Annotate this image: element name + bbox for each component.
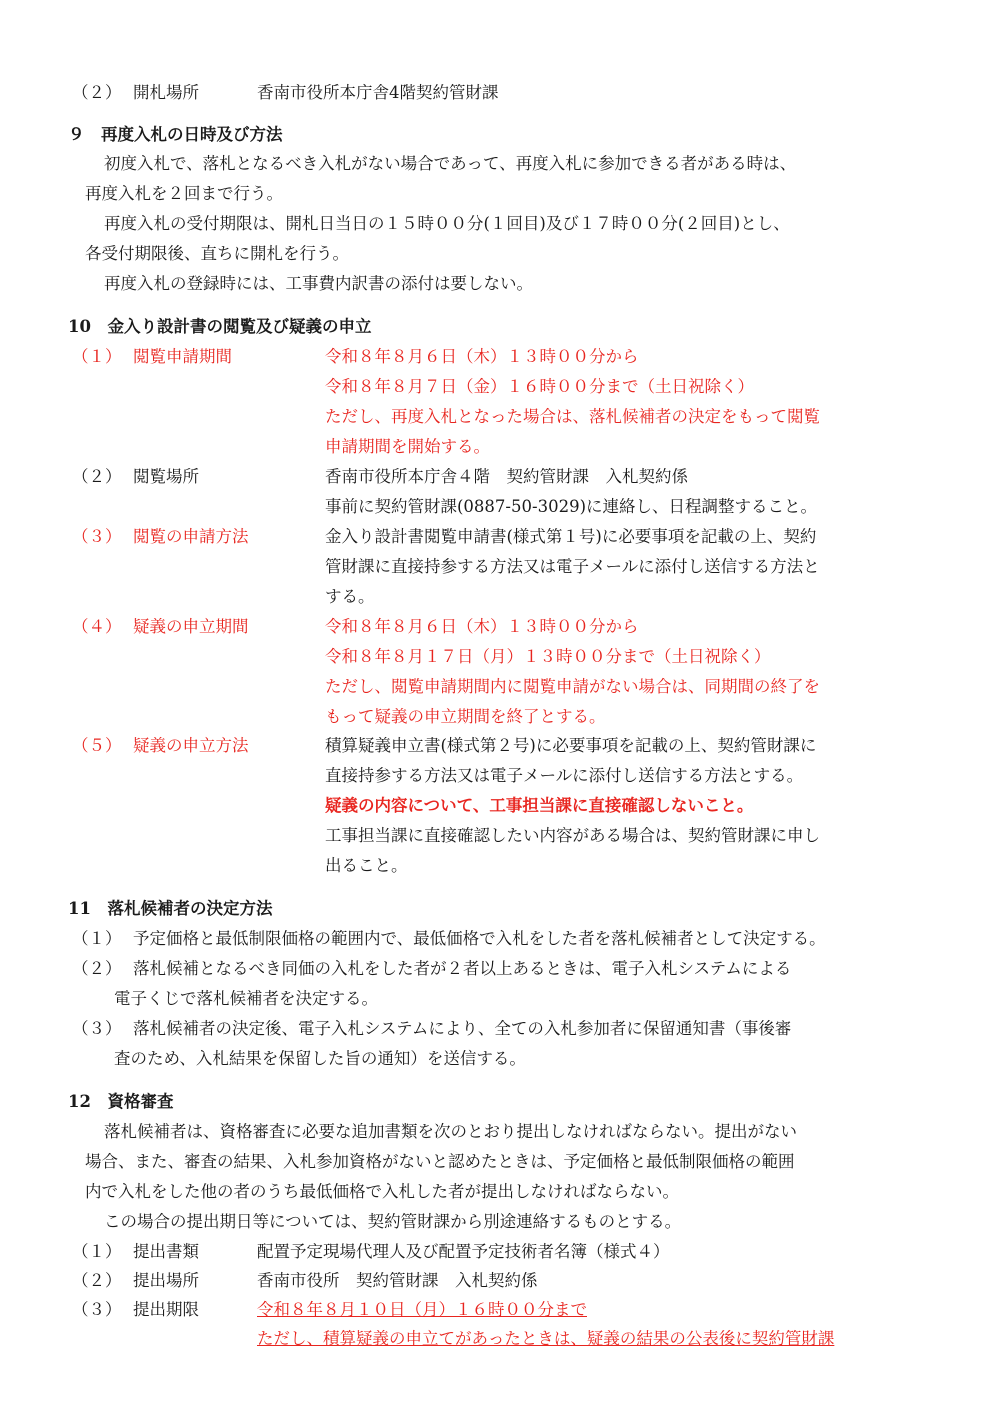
section-10-heading: 10 金入り設計書の閲覧及び疑義の申立	[68, 317, 372, 336]
s10-item2-line1: 香南市役所本庁舎４階 契約管財課 入札契約係	[325, 467, 688, 486]
s12-para1-line2: 場合、また、審査の結果、入札参加資格がないと認めたときは、予定価格と最低制限価格の範囲	[85, 1152, 795, 1171]
s9-para2-line1: 再度入札の受付期限は、開札日当日の１５時００分(１回目)及び１７時００分(２回目)とし、	[104, 214, 790, 233]
s8-item2-number: （２）	[72, 83, 122, 102]
s10-item3-line2: 管財課に直接持参する方法又は電子メールに添付し送信する方法と	[325, 557, 820, 576]
s12-item3-note: ただし、積算疑義の申立てがあったときは、疑義の結果の公表後に契約管財課	[257, 1329, 835, 1348]
s9-para1-line1: 初度入札で、落札となるべき入札がない場合であって、再度入札に参加できる者がある時は、	[104, 154, 797, 173]
s10-item1-line2: 令和８年８月７日（金）１６時００分まで（土日祝除く）	[325, 377, 754, 396]
s10-item1-line3: ただし、再度入札となった場合は、落札候補者の決定をもって閲覧	[325, 407, 820, 426]
s10-item3-label: 閲覧の申請方法	[133, 527, 249, 546]
s10-item3-number: （３）	[72, 527, 122, 546]
s8-item2-label: 開札場所	[133, 83, 199, 102]
s12-item2-number: （２）	[72, 1271, 122, 1290]
s10-item5-line4: 工事担当課に直接確認したい内容がある場合は、契約管財課に申し	[325, 826, 820, 845]
s11-item1-line1: 予定価格と最低制限価格の範囲内で、最低価格で入札をした者を落札候補者として決定する。	[133, 929, 826, 948]
s10-item5-line1: 積算疑義申立書(様式第２号)に必要事項を記載の上、契約管財課に	[325, 736, 817, 755]
s10-item5-number: （５）	[72, 736, 122, 755]
s12-item3-number: （３）	[72, 1300, 122, 1319]
s11-item2-line2: 電子くじで落札候補者を決定する。	[114, 989, 378, 1008]
s12-para2: この場合の提出期日等については、契約管財課から別途連絡するものとする。	[104, 1212, 682, 1231]
s10-item2-number: （２）	[72, 467, 122, 486]
s10-item5-warning: 疑義の内容について、工事担当課に直接確認しないこと。	[325, 796, 754, 815]
s10-item1-number: （１）	[72, 347, 122, 366]
s10-item5-line2: 直接持参する方法又は電子メールに添付し送信する方法とする。	[325, 766, 804, 785]
s8-item2-value: 香南市役所本庁舎4階契約管財課	[257, 83, 499, 102]
s9-para2-line2: 各受付期限後、直ちに開札を行う。	[85, 244, 349, 263]
s12-item3-label: 提出期限	[133, 1300, 199, 1319]
s9-para3: 再度入札の登録時には、工事費内訳書の添付は要しない。	[104, 274, 533, 293]
s10-item2-line2: 事前に契約管財課(0887-50-3029)に連絡し、日程調整すること。	[325, 497, 818, 516]
s10-item1-line1: 令和８年８月６日（木）１３時００分から	[325, 347, 639, 366]
s9-para1-line2: 再度入札を２回まで行う。	[85, 184, 283, 203]
s10-item4-line3: ただし、閲覧申請期間内に閲覧申請がない場合は、同期間の終了を	[325, 677, 820, 696]
s12-item2-label: 提出場所	[133, 1271, 199, 1290]
s12-item2-value: 香南市役所 契約管財課 入札契約係	[257, 1271, 538, 1290]
s11-item1-number: （１）	[72, 929, 122, 948]
s11-item2-number: （２）	[72, 959, 122, 978]
s12-item1-number: （１）	[72, 1242, 122, 1261]
s10-item4-label: 疑義の申立期間	[133, 617, 249, 636]
s10-item1-label: 閲覧申請期間	[133, 347, 232, 366]
s10-item1-line4: 申請期間を開始する。	[325, 437, 490, 456]
s12-para1-line1: 落札候補者は、資格審査に必要な追加書類を次のとおり提出しなければならない。提出がない	[104, 1122, 797, 1141]
s10-item4-line1: 令和８年８月６日（木）１３時００分から	[325, 617, 639, 636]
s10-item5-label: 疑義の申立方法	[133, 736, 249, 755]
section-11-heading: 11 落札候補者の決定方法	[68, 899, 273, 918]
s10-item2-label: 閲覧場所	[133, 467, 199, 486]
s11-item2-line1: 落札候補となるべき同価の入札をした者が２者以上あるときは、電子入札システムによる	[133, 959, 792, 978]
s12-item1-value: 配置予定現場代理人及び配置予定技術者名簿（様式４）	[257, 1242, 670, 1261]
s10-item4-line2: 令和８年８月１７日（月）１３時００分まで（土日祝除く）	[325, 647, 771, 666]
section-12-heading: 12 資格審査	[68, 1092, 174, 1111]
s10-item4-line4: もって疑義の申立期間を終了とする。	[325, 707, 606, 726]
s10-item4-number: （４）	[72, 617, 122, 636]
s10-item5-line5: 出ること。	[325, 856, 408, 875]
s11-item3-line2: 査のため、入札結果を保留した旨の通知）を送信する。	[114, 1049, 526, 1068]
s10-item3-line1: 金入り設計書閲覧申請書(様式第１号)に必要事項を記載の上、契約	[325, 527, 817, 546]
s11-item3-line1: 落札候補者の決定後、電子入札システムにより、全ての入札参加者に保留通知書（事後審	[133, 1019, 792, 1038]
section-9-heading: ９ 再度入札の日時及び方法	[68, 125, 283, 144]
s12-item1-label: 提出書類	[133, 1242, 199, 1261]
s11-item3-number: （３）	[72, 1019, 122, 1038]
s12-para1-line3: 内で入札をした他の者のうち最低価格で入札した者が提出しなければならない。	[85, 1182, 679, 1201]
s12-item3-deadline: 令和８年８月１０日（月）１６時００分まで	[257, 1300, 587, 1319]
s10-item3-line3: する。	[325, 587, 375, 606]
